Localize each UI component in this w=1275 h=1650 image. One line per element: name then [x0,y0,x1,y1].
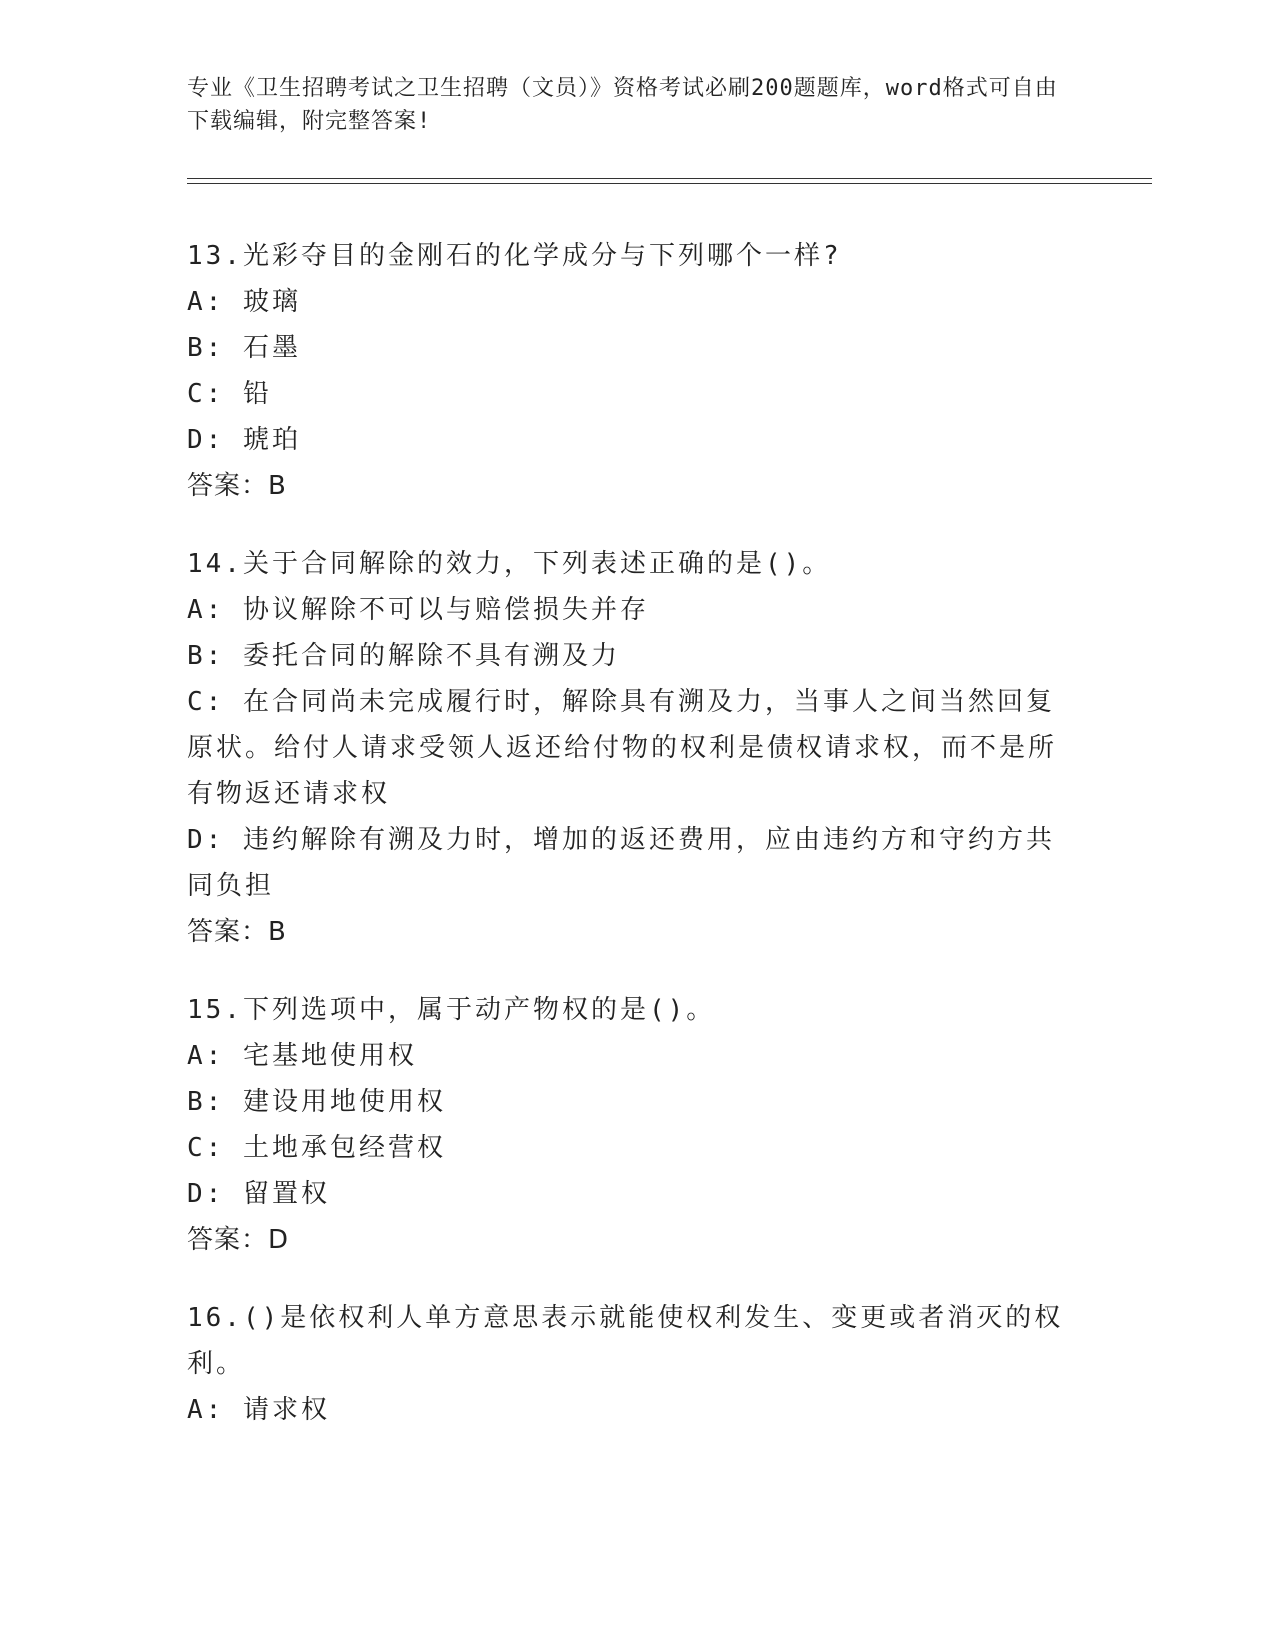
question-13 [187,233,1072,509]
option-b: B: 石墨 [187,333,301,363]
question-stem: 14.关于合同解除的效力，下列表述正确的是()。 [187,549,832,579]
question-16 [187,1295,1072,1433]
question-stem: 16.()是依权利人单方意思表示就能使权利发生、变更或者消灭的权利。 [187,1303,1064,1379]
option-c: C: 土地承包经营权 [187,1133,446,1163]
page-header [187,72,1067,138]
question-stem: 13.光彩夺目的金刚石的化学成分与下列哪个一样? [187,241,842,271]
document-title: 专业《卫生招聘考试之卫生招聘（文员）》资格考试必刷200题题库，word格式可自由下载编辑，附完整答案! [187,76,1058,134]
option-c: C: 在合同尚未完成履行时，解除具有溯及力，当事人之间当然回复原状。给付人请求受领人返还给付物的权利是债权请求权，而不是所有物返还请求权 [187,687,1058,809]
header-divider-bottom [187,183,1152,184]
option-d: D: 违约解除有溯及力时，增加的返还费用，应由违约方和守约方共同负担 [187,825,1055,901]
header-divider-top [187,178,1152,179]
option-a: A: 协议解除不可以与赔偿损失并存 [187,595,649,625]
answer-text: 答案：B [187,471,287,501]
option-a: A: 宅基地使用权 [187,1041,417,1071]
option-c: C: 铅 [187,379,272,409]
option-a: A: 玻璃 [187,287,301,317]
option-a: A: 请求权 [187,1395,330,1425]
question-stem: 15.下列选项中，属于动产物权的是()。 [187,995,716,1025]
option-d: D: 留置权 [187,1179,330,1209]
option-d: D: 琥珀 [187,425,301,455]
answer-text: 答案：B [187,917,287,947]
option-b: B: 委托合同的解除不具有溯及力 [187,641,620,671]
question-15 [187,987,1072,1263]
question-list [187,233,1072,1465]
answer-text: 答案：D [187,1225,290,1255]
option-b: B: 建设用地使用权 [187,1087,446,1117]
question-14 [187,541,1072,955]
